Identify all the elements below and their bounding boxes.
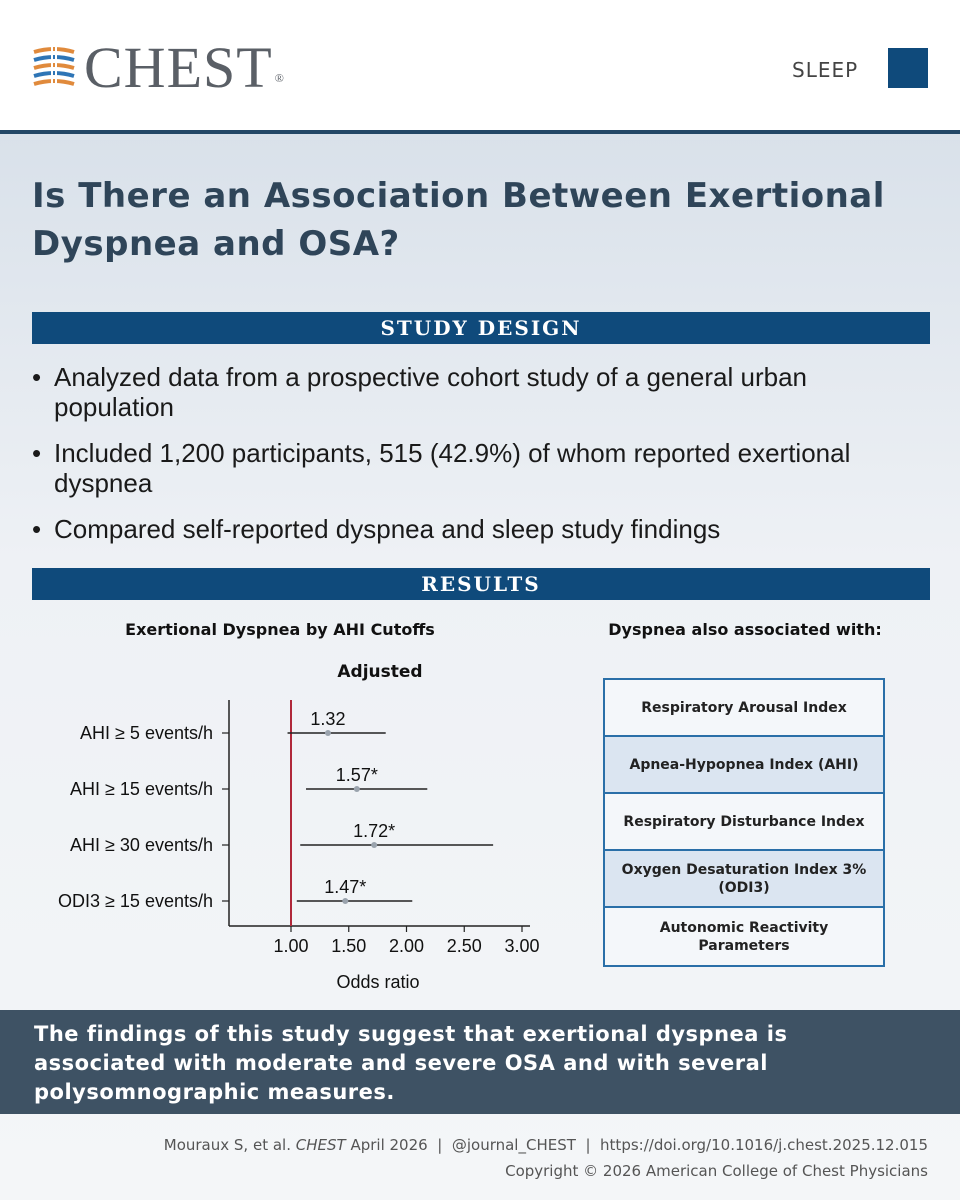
- study-design-list: [32, 362, 932, 560]
- results-heading: RESULTS: [32, 568, 930, 600]
- odds-ratio-label: 1.57*: [335, 765, 378, 785]
- doi-link[interactable]: https://doi.org/10.1016/j.chest.2025.12.015: [600, 1136, 928, 1154]
- list-item: [32, 514, 932, 544]
- category-marker: [888, 48, 928, 88]
- citation-journal: CHEST: [295, 1136, 346, 1154]
- chart-title: Exertional Dyspnea by AHI Cutoffs: [125, 620, 435, 639]
- row-label: AHI ≥ 5 events/h: [80, 723, 213, 743]
- copyright: Copyright © 2026 American College of Chest Physicians: [505, 1162, 928, 1180]
- odds-ratio-label: 1.47*: [324, 877, 367, 897]
- row-label: AHI ≥ 30 events/h: [70, 835, 213, 855]
- bullet-text: • Analyzed data from a prospective cohort study of a general urban population: [54, 362, 807, 422]
- x-tick-label: 1.50: [331, 936, 367, 956]
- list-item: Respiratory Arousal Index: [605, 680, 883, 737]
- odds-ratio-label: 1.32: [310, 709, 346, 729]
- separator: |: [437, 1136, 443, 1154]
- odds-ratio-label: 1.72*: [353, 821, 396, 841]
- conclusion-banner: The findings of this study suggest that exertional dyspnea is associated with moderate and severe OSA and with several polysomnographic measures.: [0, 1010, 960, 1114]
- chest-logo-icon: [30, 44, 78, 92]
- point-estimate: [342, 898, 348, 904]
- study-design-heading: STUDY DESIGN: [32, 312, 930, 344]
- list-item: Respiratory Disturbance Index: [605, 794, 883, 851]
- x-axis-label: Odds ratio: [336, 972, 420, 992]
- page-title: Is There an Association Between Exertional Dyspnea and OSA?: [32, 176, 885, 264]
- x-tick-label: 1.00: [273, 936, 309, 956]
- point-estimate: [325, 730, 331, 736]
- category-label: SLEEP: [792, 58, 859, 82]
- point-estimate: [354, 786, 360, 792]
- list-item: Oxygen Desaturation Index 3% (ODI3): [605, 851, 883, 908]
- x-tick-label: 2.50: [446, 936, 482, 956]
- citation-authors: Mouraux S, et al.: [163, 1136, 291, 1154]
- associated-list: [603, 678, 885, 967]
- citation-date: April 2026: [350, 1136, 428, 1154]
- separator: |: [585, 1136, 591, 1154]
- x-tick-label: 2.00: [388, 936, 425, 956]
- bullet-text: • Compared self-reported dyspnea and sleep study findings: [54, 514, 721, 544]
- row-label: AHI ≥ 15 events/h: [70, 779, 213, 799]
- header: [0, 0, 960, 132]
- header-divider: [0, 130, 960, 134]
- list-item: [32, 362, 932, 422]
- citation: [164, 1136, 928, 1154]
- list-item: Autonomic Reactivity Parameters: [605, 908, 883, 965]
- point-estimate: [371, 842, 377, 848]
- x-tick-label: 3.00: [504, 936, 540, 956]
- list-item: Apnea-Hypopnea Index (AHI): [605, 737, 883, 794]
- social-handle[interactable]: @journal_CHEST: [451, 1136, 576, 1154]
- list-item: [32, 438, 932, 498]
- chart-subtitle: Adjusted: [337, 662, 423, 682]
- bullet-text: • Included 1,200 participants, 515 (42.9%) of whom reported exertional dyspnea: [54, 438, 851, 498]
- associated-title: Dyspnea also associated with:: [608, 620, 882, 639]
- brand-logo: CHEST ®: [84, 35, 285, 100]
- row-label: ODI3 ≥ 15 events/h: [58, 891, 213, 911]
- forest-plot: [0, 690, 580, 1000]
